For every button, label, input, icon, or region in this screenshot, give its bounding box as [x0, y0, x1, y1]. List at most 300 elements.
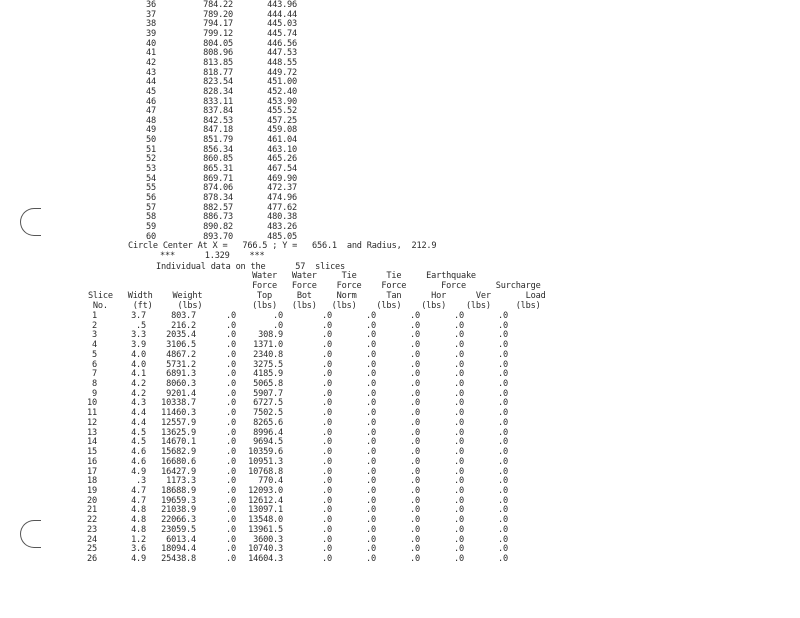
table-header-row-1: Water Water Tie Tie Earthquake	[78, 271, 476, 281]
coordinate-cell-b: 461.04	[267, 135, 297, 146]
slice-cell-ver: .0	[454, 330, 464, 341]
slice-cell-wbot: 770.4	[258, 476, 283, 487]
slice-cell-wtop: .0	[226, 320, 236, 331]
slice-cell-weight: 1173.3	[166, 476, 196, 487]
coordinate-cell-b: 447.53	[267, 48, 297, 59]
slice-cell-weight: 23059.5	[161, 524, 196, 535]
slice-cell-width: 4.3	[131, 398, 146, 409]
slice-cell-wtop: .0	[226, 398, 236, 409]
slice-cell-wbot: 14604.3	[248, 554, 283, 564]
slice-cell-width: 4.8	[131, 524, 146, 535]
slice-cell-ttan: .0	[366, 388, 376, 399]
slice-cell-ttan: .0	[366, 349, 376, 360]
slice-cell-tnorm: .0	[322, 408, 332, 419]
slice-cell-load: .0	[498, 466, 508, 477]
slice-cell-width: 3.7	[131, 311, 146, 321]
factor-of-safety-line: *** 1.329 ***	[160, 251, 265, 261]
coordinate-cell-a: 833.11	[203, 96, 233, 107]
slice-cell-tnorm: .0	[322, 359, 332, 370]
slice-cell-ttan: .0	[366, 340, 376, 351]
slice-cell-load: .0	[498, 447, 508, 458]
slice-cell-load: .0	[498, 427, 508, 438]
slice-cell-no: 21	[87, 505, 97, 516]
coordinate-cell-n: 49	[146, 125, 156, 136]
slice-cell-hor: .0	[410, 437, 420, 448]
slice-cell-no: 9	[92, 388, 97, 399]
slice-cell-load: .0	[498, 311, 508, 321]
slice-cell-ver: .0	[454, 349, 464, 360]
slice-cell-wbot: 5065.8	[253, 379, 283, 390]
coordinate-cell-n: 56	[146, 193, 156, 203]
slice-cell-width: 4.5	[131, 437, 146, 448]
slice-cell-hor: .0	[410, 476, 420, 487]
slice-cell-ttan: .0	[366, 417, 376, 428]
slice-cell-no: 14	[87, 437, 97, 448]
coordinate-cell-a: 818.77	[203, 67, 233, 78]
slice-cell-wbot: 13961.5	[248, 524, 283, 535]
coordinate-cell-a: 869.71	[203, 173, 233, 184]
slice-cell-wtop: .0	[226, 544, 236, 555]
slice-cell-no: 4	[92, 340, 97, 351]
slice-cell-wbot: 4185.9	[253, 369, 283, 380]
slice-cell-wtop: .0	[226, 554, 236, 564]
slice-cell-tnorm: .0	[322, 349, 332, 360]
slice-cell-tnorm: .0	[322, 466, 332, 477]
slice-cell-tnorm: .0	[322, 544, 332, 555]
slice-cell-hor: .0	[410, 554, 420, 564]
slice-cell-ver: .0	[454, 554, 464, 564]
slice-cell-tnorm: .0	[322, 554, 332, 564]
coordinate-cell-b: 483.26	[267, 221, 297, 232]
slice-cell-wtop: .0	[226, 505, 236, 516]
slice-cell-load: .0	[498, 388, 508, 399]
slice-cell-wtop: .0	[226, 495, 236, 506]
slice-cell-ttan: .0	[366, 505, 376, 516]
coordinate-cell-b: 455.52	[267, 106, 297, 117]
coordinate-cell-b: 453.90	[267, 96, 297, 107]
slice-cell-wtop: .0	[226, 349, 236, 360]
slice-cell-weight: 6891.3	[166, 369, 196, 380]
slice-cell-wtop: .0	[226, 515, 236, 526]
coordinate-cell-a: 865.31	[203, 164, 233, 175]
slice-cell-width: 3.3	[131, 330, 146, 341]
slice-cell-ttan: .0	[366, 369, 376, 380]
coordinate-cell-n: 37	[146, 9, 156, 20]
slice-cell-no: 13	[87, 427, 97, 438]
slice-cell-ttan: .0	[366, 544, 376, 555]
slice-cell-load: .0	[498, 515, 508, 526]
slice-cell-tnorm: .0	[322, 456, 332, 467]
slice-cell-hor: .0	[410, 349, 420, 360]
slice-cell-wtop: .0	[226, 369, 236, 380]
coordinate-cell-n: 53	[146, 164, 156, 175]
slice-cell-hor: .0	[410, 524, 420, 535]
slice-cell-load: .0	[498, 330, 508, 341]
coordinate-cell-a: 851.79	[203, 135, 233, 146]
coordinate-cell-n: 59	[146, 221, 156, 232]
coordinate-cell-b: 477.62	[267, 202, 297, 213]
slice-cell-hor: .0	[410, 369, 420, 380]
coordinate-cell-b: 469.90	[267, 173, 297, 184]
slice-cell-load: .0	[498, 524, 508, 535]
slice-cell-load: .0	[498, 340, 508, 351]
slice-cell-tnorm: .0	[322, 311, 332, 321]
slice-cell-ttan: .0	[366, 495, 376, 506]
slice-cell-load: .0	[498, 495, 508, 506]
slice-cell-wbot: 12612.4	[248, 495, 283, 506]
slice-cell-hor: .0	[410, 544, 420, 555]
slice-cell-ttan: .0	[366, 359, 376, 370]
coordinate-cell-b: 451.00	[267, 77, 297, 88]
slice-cell-load: .0	[498, 398, 508, 409]
slice-cell-load: .0	[498, 534, 508, 545]
coordinate-cell-b: 472.37	[267, 183, 297, 194]
slice-cell-wbot: 10951.3	[248, 456, 283, 467]
slice-cell-wbot: 1371.0	[253, 340, 283, 351]
slice-cell-tnorm: .0	[322, 340, 332, 351]
slice-cell-wbot: 3600.3	[253, 534, 283, 545]
coordinate-cell-a: 808.96	[203, 48, 233, 59]
slice-cell-weight: 16427.9	[161, 466, 196, 477]
coordinate-cell-n: 47	[146, 106, 156, 117]
slice-cell-ttan: .0	[366, 476, 376, 487]
slice-cell-ttan: .0	[366, 437, 376, 448]
slice-cell-load: .0	[498, 349, 508, 360]
slice-cell-ttan: .0	[366, 408, 376, 419]
coordinate-cell-n: 54	[146, 173, 156, 184]
slice-cell-no: 10	[87, 398, 97, 409]
slice-cell-tnorm: .0	[322, 505, 332, 516]
slice-cell-width: 4.5	[131, 427, 146, 438]
coordinate-cell-n: 55	[146, 183, 156, 194]
coordinate-cell-b: 463.10	[267, 144, 297, 155]
slice-cell-no: 2	[92, 320, 97, 331]
slice-cell-weight: 5731.2	[166, 359, 196, 370]
slice-cell-ttan: .0	[366, 330, 376, 341]
slice-cell-ttan: .0	[366, 524, 376, 535]
coordinate-cell-n: 52	[146, 154, 156, 165]
slice-cell-width: 4.2	[131, 379, 146, 390]
slice-cell-ver: .0	[454, 466, 464, 477]
slice-cell-width: 4.1	[131, 369, 146, 380]
slice-cell-wtop: .0	[226, 330, 236, 341]
slice-cell-wbot: .0	[273, 320, 283, 331]
circle-center-line: Circle Center At X = 766.5 ; Y = 656.1 and Radius, 212.9	[128, 241, 437, 251]
table-header-row-4: No. (ft) (lbs) (lbs) (lbs) (lbs) (lbs) (lbs) (lbs) (lbs)	[78, 301, 541, 311]
coordinate-cell-a: 860.85	[203, 154, 233, 165]
slice-cell-wbot: 9694.5	[253, 437, 283, 448]
slice-cell-weight: 12557.9	[161, 417, 196, 428]
slice-cell-weight: 16680.6	[161, 456, 196, 467]
slice-cell-wtop: .0	[226, 456, 236, 467]
coordinate-cell-a: 847.18	[203, 125, 233, 136]
slice-cell-weight: 18094.4	[161, 544, 196, 555]
slice-cell-load: .0	[498, 456, 508, 467]
slice-cell-load: .0	[498, 437, 508, 448]
slice-cell-no: 11	[87, 408, 97, 419]
slice-cell-ttan: .0	[366, 485, 376, 496]
slice-cell-hor: .0	[410, 427, 420, 438]
slice-cell-no: 19	[87, 485, 97, 496]
slice-cell-no: 17	[87, 466, 97, 477]
slice-cell-ver: .0	[454, 388, 464, 399]
coordinate-cell-a: 828.34	[203, 86, 233, 97]
coordinate-cell-a: 837.84	[203, 106, 233, 117]
slice-cell-weight: 803.7	[171, 311, 196, 321]
slice-cell-ver: .0	[454, 359, 464, 370]
coordinate-cell-n: 41	[146, 48, 156, 59]
coordinate-cell-n: 60	[146, 231, 156, 242]
slice-cell-ver: .0	[454, 447, 464, 458]
binder-hole-mark	[20, 520, 41, 548]
slice-cell-weight: 13625.9	[161, 427, 196, 438]
slice-cell-no: 15	[87, 447, 97, 458]
slice-cell-wtop: .0	[226, 437, 236, 448]
coordinate-cell-n: 48	[146, 115, 156, 126]
slice-cell-width: 4.9	[131, 466, 146, 477]
slice-cell-width: 4.6	[131, 447, 146, 458]
slice-cell-wbot: 6727.5	[253, 398, 283, 409]
coordinate-cell-a: 842.53	[203, 115, 233, 126]
slice-cell-width: 4.0	[131, 349, 146, 360]
binder-hole-mark	[20, 208, 41, 236]
slice-cell-hor: .0	[410, 466, 420, 477]
slice-cell-wbot: 7502.5	[253, 408, 283, 419]
slice-cell-weight: 15682.9	[161, 447, 196, 458]
slice-cell-tnorm: .0	[322, 476, 332, 487]
coordinate-cell-n: 40	[146, 38, 156, 49]
slice-cell-weight: 9201.4	[166, 388, 196, 399]
slice-cell-weight: 21038.9	[161, 505, 196, 516]
slice-cell-tnorm: .0	[322, 388, 332, 399]
slice-cell-wtop: .0	[226, 534, 236, 545]
coordinate-cell-n: 36	[146, 0, 156, 10]
slice-cell-width: 4.7	[131, 495, 146, 506]
slice-cell-weight: 22066.3	[161, 515, 196, 526]
slice-cell-hor: .0	[410, 495, 420, 506]
slice-cell-ttan: .0	[366, 534, 376, 545]
slice-cell-ttan: .0	[366, 311, 376, 321]
slice-cell-weight: 11460.3	[161, 408, 196, 419]
slice-cell-width: 4.4	[131, 417, 146, 428]
slice-cell-tnorm: .0	[322, 524, 332, 535]
slice-cell-wbot: .0	[273, 311, 283, 321]
slice-cell-ver: .0	[454, 427, 464, 438]
slice-cell-hor: .0	[410, 340, 420, 351]
slice-cell-wbot: 2340.8	[253, 349, 283, 360]
slice-cell-tnorm: .0	[322, 447, 332, 458]
slice-cell-weight: 14670.1	[161, 437, 196, 448]
coordinate-cell-b: 449.72	[267, 67, 297, 78]
coordinate-cell-n: 58	[146, 212, 156, 223]
slice-cell-ver: .0	[454, 524, 464, 535]
slice-cell-width: 4.4	[131, 408, 146, 419]
coordinate-cell-b: 474.96	[267, 193, 297, 203]
slice-cell-width: 4.8	[131, 505, 146, 516]
slice-cell-no: 18	[87, 476, 97, 487]
slice-cell-no: 23	[87, 524, 97, 535]
slice-cell-ver: .0	[454, 495, 464, 506]
slice-cell-hor: .0	[410, 311, 420, 321]
slice-cell-load: .0	[498, 417, 508, 428]
slice-cell-ver: .0	[454, 485, 464, 496]
coordinate-cell-a: 856.34	[203, 144, 233, 155]
slice-cell-weight: 2035.4	[166, 330, 196, 341]
slice-cell-ttan: .0	[366, 456, 376, 467]
coordinate-cell-a: 784.22	[203, 0, 233, 10]
slice-cell-wtop: .0	[226, 476, 236, 487]
coordinate-cell-a: 878.34	[203, 193, 233, 203]
coordinate-cell-b: 480.38	[267, 212, 297, 223]
coordinate-cell-a: 886.73	[203, 212, 233, 223]
slice-cell-no: 24	[87, 534, 97, 545]
coordinate-cell-n: 57	[146, 202, 156, 213]
coordinate-cell-n: 42	[146, 57, 156, 68]
slice-cell-hor: .0	[410, 505, 420, 516]
slice-cell-width: 3.9	[131, 340, 146, 351]
slice-cell-tnorm: .0	[322, 427, 332, 438]
slice-cell-hor: .0	[410, 320, 420, 331]
slice-cell-wbot: 13097.1	[248, 505, 283, 516]
slice-cell-no: 5	[92, 349, 97, 360]
slice-cell-no: 16	[87, 456, 97, 467]
slice-cell-hor: .0	[410, 515, 420, 526]
slice-cell-tnorm: .0	[322, 485, 332, 496]
coordinate-cell-a: 799.12	[203, 28, 233, 39]
coordinate-cell-n: 50	[146, 135, 156, 146]
slice-cell-wtop: .0	[226, 485, 236, 496]
slice-cell-weight: 25438.8	[161, 554, 196, 564]
slice-cell-tnorm: .0	[322, 495, 332, 506]
slice-cell-tnorm: .0	[322, 437, 332, 448]
slice-cell-ver: .0	[454, 505, 464, 516]
slice-cell-load: .0	[498, 505, 508, 516]
coordinate-cell-n: 39	[146, 28, 156, 39]
slice-cell-tnorm: .0	[322, 534, 332, 545]
coordinate-cell-b: 457.25	[267, 115, 297, 126]
slice-cell-width: 4.7	[131, 485, 146, 496]
slice-cell-width: 4.6	[131, 456, 146, 467]
slice-cell-wtop: .0	[226, 427, 236, 438]
slice-cell-ttan: .0	[366, 447, 376, 458]
coordinate-cell-a: 890.82	[203, 221, 233, 232]
slice-cell-ttan: .0	[366, 320, 376, 331]
slice-cell-tnorm: .0	[322, 320, 332, 331]
slice-cell-ver: .0	[454, 534, 464, 545]
slice-cell-weight: 18688.9	[161, 485, 196, 496]
coordinate-cell-b: 467.54	[267, 164, 297, 175]
slice-cell-load: .0	[498, 408, 508, 419]
slice-cell-weight: 8060.3	[166, 379, 196, 390]
coordinate-cell-a: 813.85	[203, 57, 233, 68]
slice-cell-width: 4.8	[131, 515, 146, 526]
slice-cell-load: .0	[498, 359, 508, 370]
slice-cell-no: 3	[92, 330, 97, 341]
coordinate-cell-b: 448.55	[267, 57, 297, 68]
slice-cell-ttan: .0	[366, 515, 376, 526]
slice-cell-hor: .0	[410, 408, 420, 419]
coordinate-cell-b: 446.56	[267, 38, 297, 49]
slice-cell-ver: .0	[454, 417, 464, 428]
slice-cell-ver: .0	[454, 311, 464, 321]
slice-cell-hor: .0	[410, 485, 420, 496]
slice-cell-hor: .0	[410, 456, 420, 467]
slice-cell-tnorm: .0	[322, 369, 332, 380]
slice-cell-hor: .0	[410, 379, 420, 390]
slice-cell-no: 25	[87, 544, 97, 555]
slice-cell-wtop: .0	[226, 466, 236, 477]
slice-cell-no: 22	[87, 515, 97, 526]
coordinate-cell-b: 485.05	[267, 231, 297, 242]
slice-cell-no: 6	[92, 359, 97, 370]
slice-cell-wbot: 5907.7	[253, 388, 283, 399]
slice-cell-weight: 19659.3	[161, 495, 196, 506]
slice-cell-width: 4.9	[131, 554, 146, 564]
slice-cell-ver: .0	[454, 544, 464, 555]
slice-cell-wbot: 12093.0	[248, 485, 283, 496]
slice-cell-tnorm: .0	[322, 379, 332, 390]
coordinate-cell-b: 443.96	[267, 0, 297, 10]
slice-cell-ver: .0	[454, 379, 464, 390]
slice-cell-width: 1.2	[131, 534, 146, 545]
slice-cell-load: .0	[498, 476, 508, 487]
slice-cell-wtop: .0	[226, 379, 236, 390]
coordinate-cell-n: 38	[146, 19, 156, 30]
slice-cell-width: .5	[136, 320, 146, 331]
slice-cell-no: 1	[92, 311, 97, 321]
slice-cell-weight: 3106.5	[166, 340, 196, 351]
slice-cell-weight: 6013.4	[166, 534, 196, 545]
slice-cell-no: 26	[87, 554, 97, 564]
coordinate-cell-n: 43	[146, 67, 156, 78]
slice-cell-width: 4.0	[131, 359, 146, 370]
coordinate-cell-n: 51	[146, 144, 156, 155]
slice-cell-hor: .0	[410, 359, 420, 370]
slice-cell-ver: .0	[454, 456, 464, 467]
slice-cell-wbot: 10359.6	[248, 447, 283, 458]
slice-cell-weight: 10338.7	[161, 398, 196, 409]
slice-cell-wtop: .0	[226, 388, 236, 399]
slice-cell-hor: .0	[410, 388, 420, 399]
coordinate-cell-a: 794.17	[203, 19, 233, 30]
coordinate-cell-b: 445.03	[267, 19, 297, 30]
slice-cell-tnorm: .0	[322, 330, 332, 341]
slice-cell-tnorm: .0	[322, 398, 332, 409]
slice-cell-load: .0	[498, 320, 508, 331]
slice-cell-ver: .0	[454, 437, 464, 448]
slice-cell-no: 12	[87, 417, 97, 428]
slice-cell-ver: .0	[454, 408, 464, 419]
slice-cell-tnorm: .0	[322, 417, 332, 428]
slice-cell-wbot: 3275.5	[253, 359, 283, 370]
slice-cell-hor: .0	[410, 534, 420, 545]
table-header-row-2: Force Force Force Force Force Surcharge	[78, 281, 541, 291]
slice-cell-wtop: .0	[226, 408, 236, 419]
slice-cell-hor: .0	[410, 447, 420, 458]
coordinate-cell-a: 789.20	[203, 9, 233, 20]
slice-cell-load: .0	[498, 369, 508, 380]
slice-cell-wtop: .0	[226, 524, 236, 535]
slice-cell-load: .0	[498, 544, 508, 555]
coordinate-cell-a: 882.57	[203, 202, 233, 213]
slice-cell-width: 3.6	[131, 544, 146, 555]
slice-cell-width: 4.2	[131, 388, 146, 399]
coordinate-cell-b: 445.74	[267, 28, 297, 39]
coordinate-cell-n: 45	[146, 86, 156, 97]
slice-cell-ttan: .0	[366, 466, 376, 477]
slice-cell-load: .0	[498, 485, 508, 496]
slice-cell-load: .0	[498, 554, 508, 564]
